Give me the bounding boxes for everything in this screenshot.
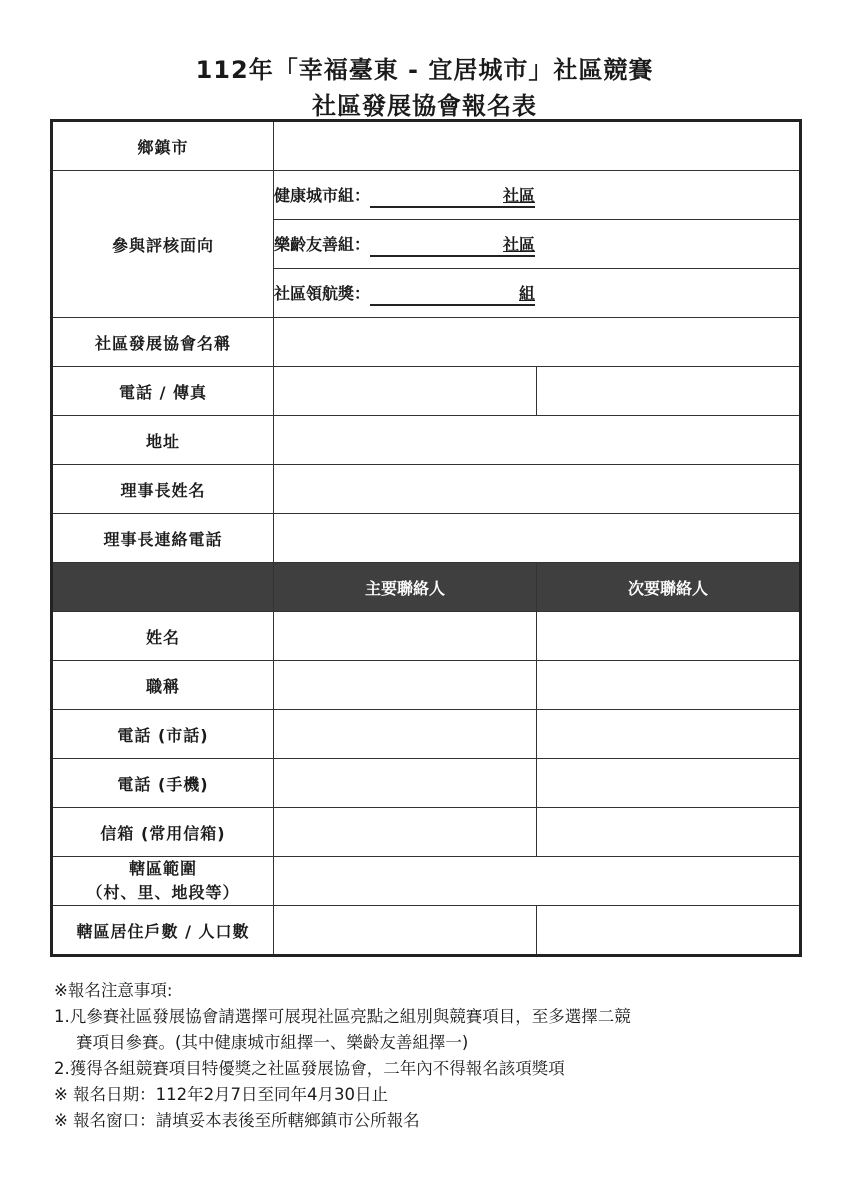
fax-field[interactable]: [537, 367, 801, 416]
secondary-email-field[interactable]: [537, 808, 801, 857]
notes-section: [54, 978, 794, 1134]
note-registration-window: ※ 報名窗口：請填妥本表後至所轄鄉鎮市公所報名: [54, 1111, 420, 1130]
secondary-title-field[interactable]: [537, 661, 801, 710]
contact-landline-label: 電話 (市話): [52, 710, 274, 759]
households-field[interactable]: [274, 906, 537, 956]
secondary-contact-header: 次要聯絡人: [537, 563, 801, 612]
township-label: 鄉鎮市: [52, 121, 274, 171]
primary-title-field[interactable]: [274, 661, 537, 710]
address-field[interactable]: [274, 416, 801, 465]
primary-mobile-field[interactable]: [274, 759, 537, 808]
chairman-phone-field[interactable]: [274, 514, 801, 563]
association-name-label: 社區發展協會名稱: [52, 318, 274, 367]
primary-contact-header: 主要聯絡人: [274, 563, 537, 612]
phone-field[interactable]: [274, 367, 537, 416]
primary-name-field[interactable]: [274, 612, 537, 661]
form-subtitle: 社區發展協會報名表: [312, 92, 537, 120]
review-blank[interactable]: 組: [370, 284, 535, 306]
contact-name-label: 姓名: [52, 612, 274, 661]
notes-heading: ※報名注意事項:: [54, 981, 173, 1000]
registration-table: [50, 119, 802, 957]
review-option-label: 健康城市組：: [274, 185, 371, 205]
jurisdiction-label-line2: （村、里、地段等）: [86, 883, 240, 902]
contact-email-label: 信箱 (常用信箱): [52, 808, 274, 857]
note-registration-date: ※ 報名日期：112年2月7日至同年4月30日止: [54, 1085, 389, 1104]
phone-fax-label: 電話 / 傳真: [52, 367, 274, 416]
chairman-phone-label: 理事長連絡電話: [52, 514, 274, 563]
contact-title-label: 職稱: [52, 661, 274, 710]
note-item-2: 2.獲得各組競賽項目特優獎之社區發展協會，二年內不得報名該項獎項: [54, 1059, 565, 1078]
chairman-name-label: 理事長姓名: [52, 465, 274, 514]
review-blank[interactable]: 社區: [370, 186, 535, 208]
secondary-name-field[interactable]: [537, 612, 801, 661]
secondary-mobile-field[interactable]: [537, 759, 801, 808]
primary-email-field[interactable]: [274, 808, 537, 857]
contact-mobile-label: 電話 (手機): [52, 759, 274, 808]
contact-header-blank: [52, 563, 274, 612]
jurisdiction-field[interactable]: [274, 857, 801, 906]
review-option-pilot[interactable]: [274, 269, 801, 318]
review-option-elderly[interactable]: [274, 220, 801, 269]
review-option-health[interactable]: [274, 171, 801, 220]
review-option-label: 樂齡友善組：: [274, 234, 371, 254]
association-name-field[interactable]: [274, 318, 801, 367]
note-item-1: 1.凡參賽社區發展協會請選擇可展現社區亮點之組別與競賽項目，至多選擇二競: [54, 1007, 631, 1026]
review-label: 參與評核面向: [52, 171, 274, 318]
note-item-1-cont: 賽項目參賽。(其中健康城市組擇一、樂齡友善組擇一): [76, 1033, 469, 1052]
form-title: 112年「幸福臺東 - 宜居城市」社區競賽: [195, 56, 654, 84]
population-field[interactable]: [537, 906, 801, 956]
secondary-landline-field[interactable]: [537, 710, 801, 759]
jurisdiction-label: [52, 857, 274, 906]
chairman-name-field[interactable]: [274, 465, 801, 514]
address-label: 地址: [52, 416, 274, 465]
primary-landline-field[interactable]: [274, 710, 537, 759]
township-field[interactable]: [274, 121, 801, 171]
review-option-label: 社區領航獎：: [274, 283, 371, 303]
review-blank[interactable]: 社區: [370, 235, 535, 257]
jurisdiction-label-line1: 轄區範圍: [128, 859, 197, 878]
households-label: 轄區居住戶數 / 人口數: [52, 906, 274, 956]
